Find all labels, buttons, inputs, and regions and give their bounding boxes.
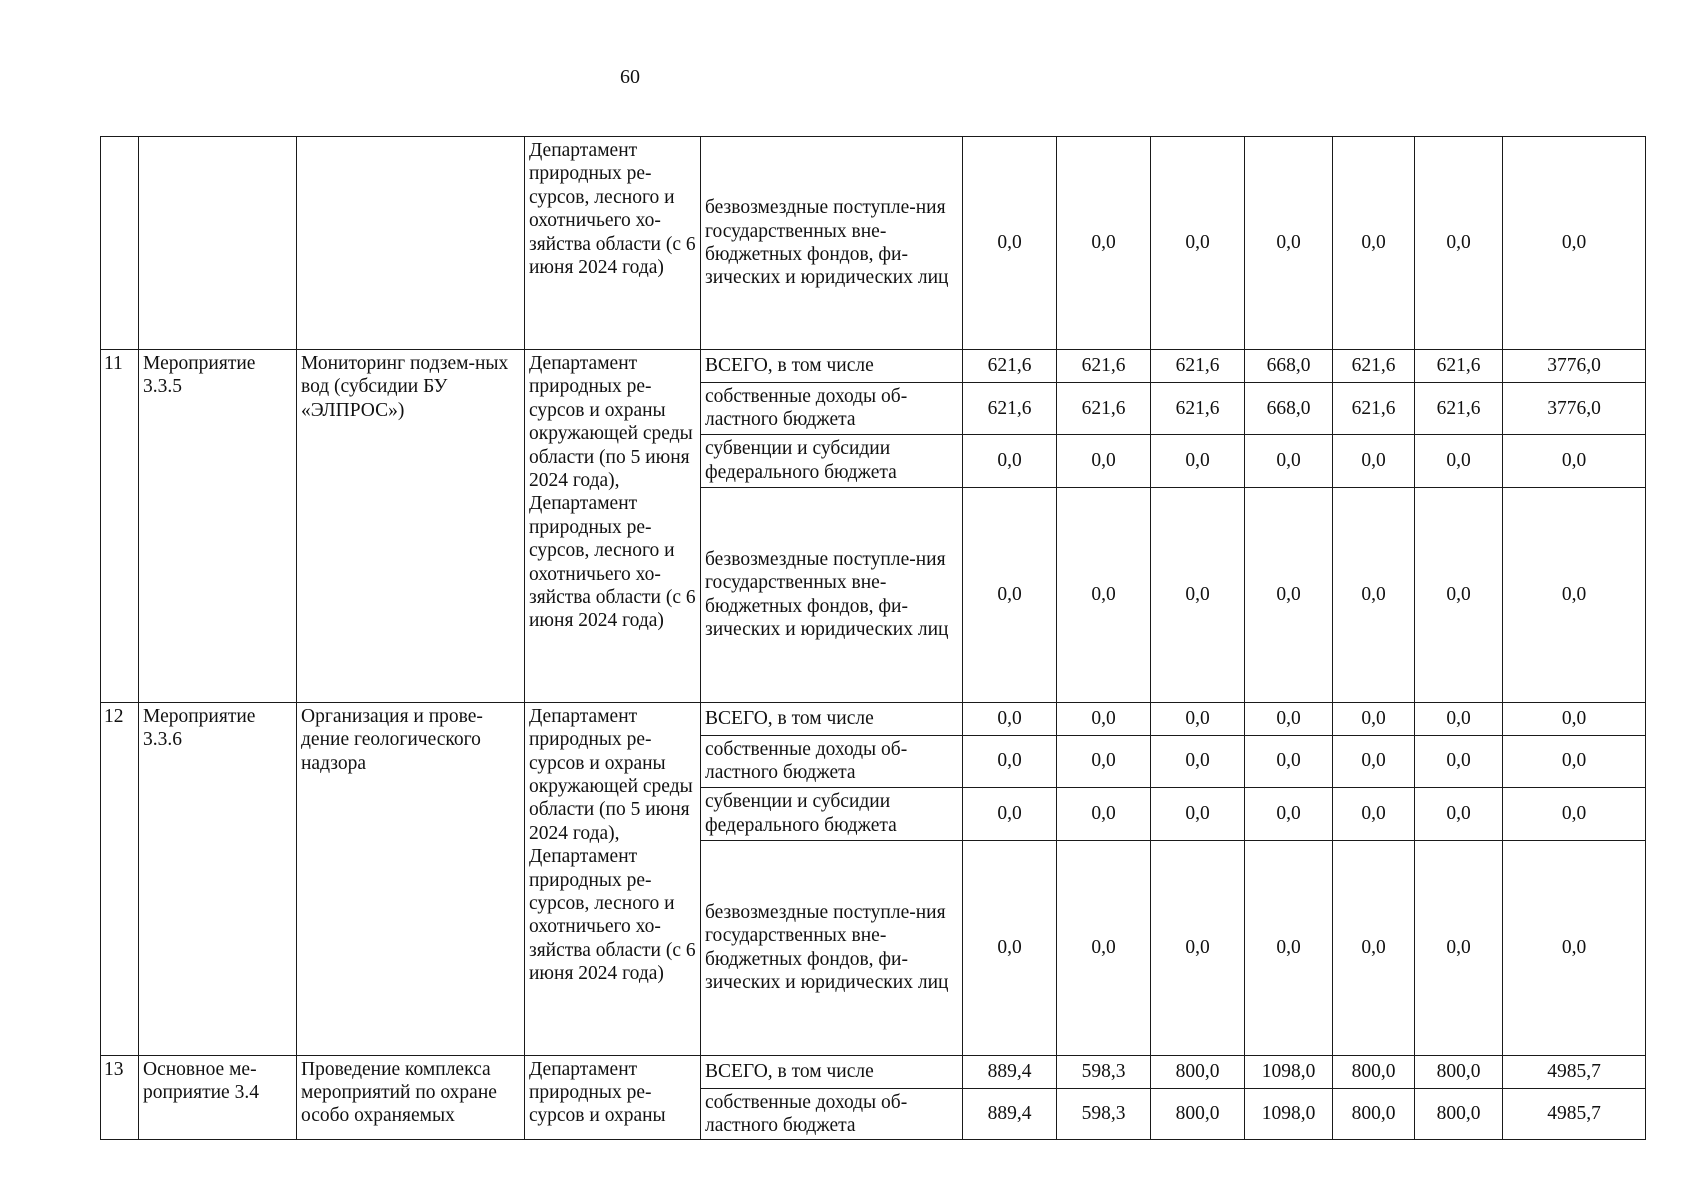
value-cell: 0,0	[1057, 702, 1151, 735]
value-cell: 621,6	[1333, 383, 1415, 435]
value-cell: 0,0	[1245, 137, 1333, 350]
value-cell: 0,0	[1415, 840, 1503, 1055]
measure-cell: Мероприятие 3.3.6	[139, 702, 297, 1055]
value-cell: 0,0	[963, 702, 1057, 735]
value-cell: 800,0	[1415, 1055, 1503, 1088]
measure-cell: Основное ме-роприятие 3.4	[139, 1055, 297, 1140]
value-cell: 0,0	[1151, 434, 1245, 487]
row-number: 12	[101, 702, 139, 1055]
value-cell: 800,0	[1333, 1088, 1415, 1140]
value-cell: 668,0	[1245, 350, 1333, 383]
value-cell: 0,0	[1057, 840, 1151, 1055]
funding-source-label: ВСЕГО, в том числе	[701, 350, 963, 383]
funding-source-label: безвозмездные поступле-ния государственных вне-бюджетных фондов, фи-зических и юридических лиц	[701, 487, 963, 702]
value-cell: 889,4	[963, 1055, 1057, 1088]
table-row	[101, 350, 1646, 383]
value-cell: 0,0	[1333, 434, 1415, 487]
value-cell: 0,0	[1245, 787, 1333, 840]
table-row	[101, 702, 1646, 735]
measure-cell: Мероприятие 3.3.5	[139, 350, 297, 703]
funding-source-label: собственные доходы об-ластного бюджета	[701, 1088, 963, 1140]
value-cell: 0,0	[1333, 137, 1415, 350]
total-cell: 4985,7	[1503, 1055, 1646, 1088]
row-number: 11	[101, 350, 139, 703]
page-number: 60	[620, 66, 640, 88]
value-cell: 598,3	[1057, 1088, 1151, 1140]
value-cell: 621,6	[1151, 350, 1245, 383]
value-cell: 0,0	[1151, 735, 1245, 787]
value-cell: 800,0	[1151, 1055, 1245, 1088]
funding-source-label: субвенции и субсидии федерального бюджета	[701, 787, 963, 840]
value-cell: 0,0	[963, 434, 1057, 487]
value-cell: 0,0	[1333, 840, 1415, 1055]
value-cell: 0,0	[963, 137, 1057, 350]
value-cell: 0,0	[1151, 787, 1245, 840]
total-cell: 0,0	[1503, 735, 1646, 787]
value-cell: 0,0	[1333, 787, 1415, 840]
table-row	[101, 1055, 1646, 1088]
total-cell: 0,0	[1503, 787, 1646, 840]
executor-cell: Департамент природных ре-сурсов и охраны окружающей среды области (по 5 июня 2024 года), Департамент природных ре-сурсов, лесного и охотничьего хо-зяйства области (с 6 июня 2024 года)	[525, 702, 701, 1055]
funding-source-label: собственные доходы об-ластного бюджета	[701, 735, 963, 787]
value-cell: 0,0	[963, 787, 1057, 840]
value-cell: 0,0	[963, 487, 1057, 702]
funding-source-label: безвозмездные поступле-ния государственных вне-бюджетных фондов, фи-зических и юридических лиц	[701, 840, 963, 1055]
value-cell: 1098,0	[1245, 1088, 1333, 1140]
value-cell: 0,0	[1245, 702, 1333, 735]
value-cell: 668,0	[1245, 383, 1333, 435]
funding-source-label: ВСЕГО, в том числе	[701, 702, 963, 735]
value-cell: 621,6	[1151, 383, 1245, 435]
description-cell	[297, 137, 525, 350]
funding-source-label: безвозмездные поступле-ния государственных вне-бюджетных фондов, фи-зических и юридических лиц	[701, 137, 963, 350]
value-cell: 621,6	[1333, 350, 1415, 383]
value-cell: 0,0	[1151, 487, 1245, 702]
value-cell: 800,0	[1415, 1088, 1503, 1140]
value-cell: 621,6	[1057, 350, 1151, 383]
value-cell: 0,0	[963, 840, 1057, 1055]
value-cell: 0,0	[1057, 735, 1151, 787]
value-cell: 0,0	[1333, 702, 1415, 735]
executor-cell: Департамент природных ре-сурсов и охраны окружающей среды области (по 5 июня 2024 года), Департамент природных ре-сурсов, лесного и охотничьего хо-зяйства области (с 6 июня 2024 года)	[525, 350, 701, 703]
value-cell: 621,6	[963, 383, 1057, 435]
value-cell: 621,6	[963, 350, 1057, 383]
value-cell: 0,0	[1057, 487, 1151, 702]
description-cell: Мониторинг подзем-ных вод (субсидии БУ «ЭЛПРОС»)	[297, 350, 525, 703]
value-cell: 0,0	[1057, 787, 1151, 840]
measure-cell	[139, 137, 297, 350]
executor-cell: Департамент природных ре-сурсов, лесного и охотничьего хо-зяйства области (с 6 июня 2024 года)	[525, 137, 701, 350]
value-cell: 621,6	[1415, 350, 1503, 383]
value-cell: 0,0	[1245, 434, 1333, 487]
funding-source-label: ВСЕГО, в том числе	[701, 1055, 963, 1088]
value-cell: 800,0	[1333, 1055, 1415, 1088]
value-cell: 0,0	[1415, 702, 1503, 735]
table-row	[101, 137, 1646, 350]
value-cell: 0,0	[1245, 840, 1333, 1055]
value-cell: 0,0	[1415, 735, 1503, 787]
value-cell: 0,0	[1057, 137, 1151, 350]
value-cell: 0,0	[1415, 137, 1503, 350]
total-cell: 0,0	[1503, 137, 1646, 350]
value-cell: 0,0	[1333, 735, 1415, 787]
value-cell: 1098,0	[1245, 1055, 1333, 1088]
value-cell: 0,0	[963, 735, 1057, 787]
total-cell: 0,0	[1503, 487, 1646, 702]
value-cell: 800,0	[1151, 1088, 1245, 1140]
executor-cell: Департамент природных ре-сурсов и охраны	[525, 1055, 701, 1140]
total-cell: 0,0	[1503, 840, 1646, 1055]
value-cell: 0,0	[1245, 487, 1333, 702]
description-cell: Организация и прове-дение геологического надзора	[297, 702, 525, 1055]
total-cell: 4985,7	[1503, 1088, 1646, 1140]
value-cell: 0,0	[1151, 702, 1245, 735]
funding-source-label: собственные доходы об-ластного бюджета	[701, 383, 963, 435]
value-cell: 0,0	[1057, 434, 1151, 487]
total-cell: 0,0	[1503, 434, 1646, 487]
value-cell: 889,4	[963, 1088, 1057, 1140]
value-cell: 621,6	[1057, 383, 1151, 435]
budget-table	[100, 136, 1646, 1140]
value-cell: 0,0	[1415, 434, 1503, 487]
total-cell: 3776,0	[1503, 383, 1646, 435]
row-number	[101, 137, 139, 350]
value-cell: 0,0	[1333, 487, 1415, 702]
value-cell: 0,0	[1415, 487, 1503, 702]
funding-source-label: субвенции и субсидии федерального бюджета	[701, 434, 963, 487]
value-cell: 0,0	[1151, 137, 1245, 350]
value-cell: 621,6	[1415, 383, 1503, 435]
row-number: 13	[101, 1055, 139, 1140]
value-cell: 0,0	[1245, 735, 1333, 787]
value-cell: 0,0	[1415, 787, 1503, 840]
total-cell: 3776,0	[1503, 350, 1646, 383]
value-cell: 0,0	[1151, 840, 1245, 1055]
description-cell: Проведение комплекса мероприятий по охране особо охраняемых	[297, 1055, 525, 1140]
value-cell: 598,3	[1057, 1055, 1151, 1088]
total-cell: 0,0	[1503, 702, 1646, 735]
